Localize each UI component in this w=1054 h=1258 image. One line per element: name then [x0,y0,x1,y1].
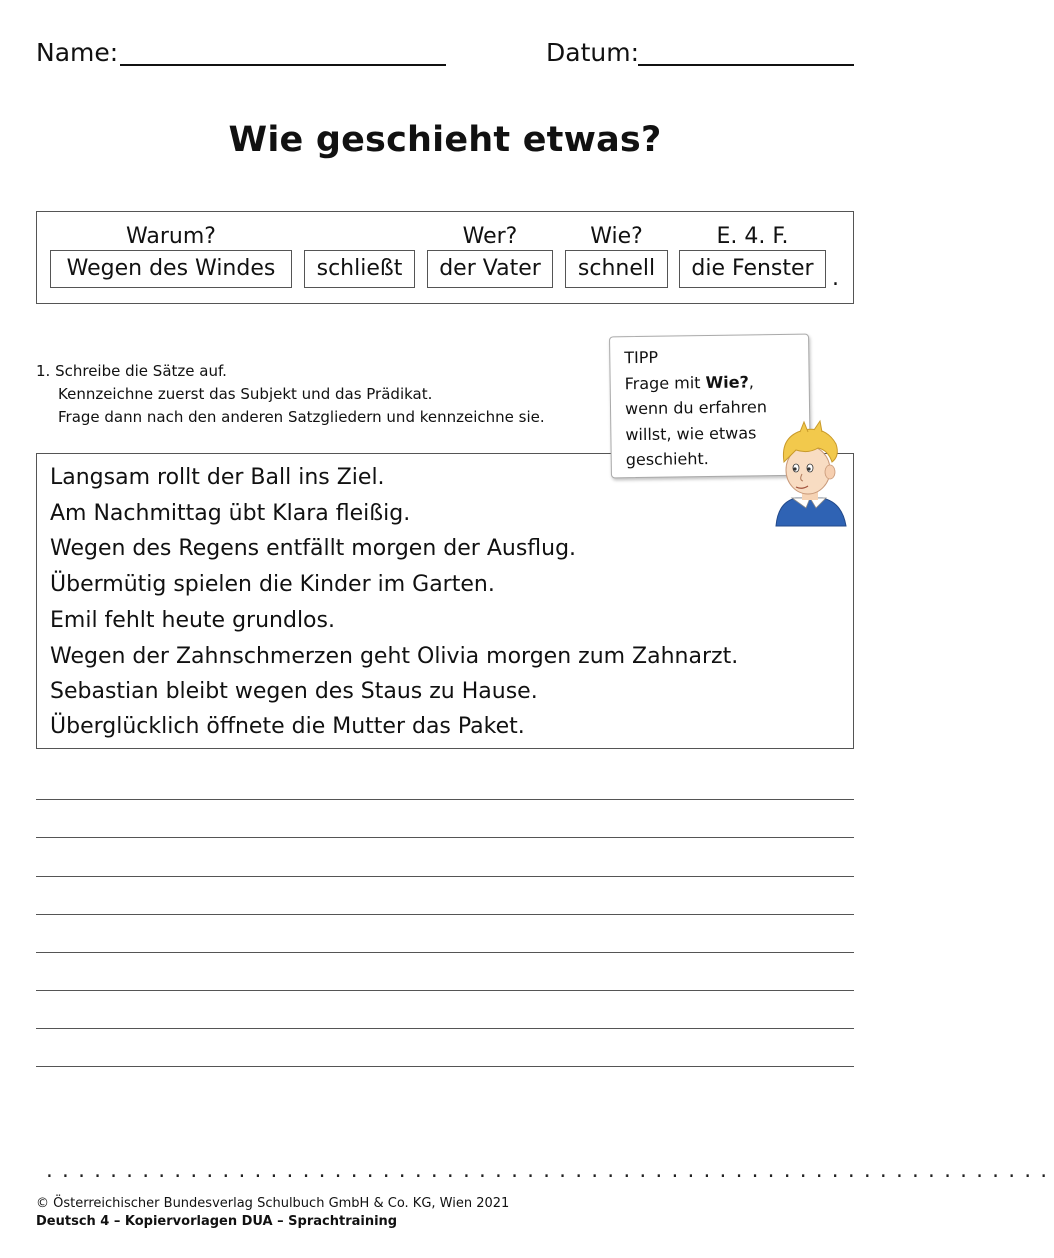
tip-line-1: Frage mit Wie?, [624,371,755,393]
writing-line[interactable] [36,914,854,915]
date-field-line[interactable] [638,64,854,66]
sentence-item: Wegen des Regens entfällt morgen der Ausflug. [50,536,577,561]
writing-line[interactable] [36,990,854,991]
sentence-item: Übermütig spielen die Kinder im Garten. [50,572,495,597]
date-label: Datum: [546,38,639,67]
tip-heading: TIPP [624,347,659,368]
name-field-line[interactable] [120,64,446,66]
boy-illustration [770,418,850,528]
series-title: Deutsch 4 – Kopiervorlagen DUA – Sprachtraining [36,1214,398,1229]
sentence-item: Sebastian bleibt wegen des Staus zu Hause. [50,679,538,704]
sentence-item: Langsam rollt der Ball ins Ziel. [50,465,385,490]
sentence-part-predicate: schließt [304,250,415,288]
sentences-box [36,453,854,749]
task-instruction-1: 1. Schreibe die Sätze auf. [36,362,227,380]
question-e4f: E. 4. F. [716,224,789,249]
writing-line[interactable] [36,837,854,838]
writing-line[interactable] [36,952,854,953]
sentence-part-manner: schnell [565,250,668,288]
question-wie: Wie? [590,224,643,249]
tip-line-3: willst, wie etwas [625,422,757,444]
sentence-part-adverbial: Wegen des Windes [50,250,292,288]
sentence-item: Am Nachmittag übt Klara fleißig. [50,501,411,526]
question-wer: Wer? [462,224,518,249]
task-instruction-3: Frage dann nach den anderen Satzgliedern und kennzeichne sie. [58,408,545,426]
question-warum: Warum? [126,224,216,249]
page-title: Wie geschieht etwas? [228,120,662,160]
copyright-notice: © Österreichischer Bundesverlag Schulbuch GmbH & Co. KG, Wien 2021 [36,1196,510,1211]
sentence-part-subject: der Vater [427,250,553,288]
sentence-part-object: die Fenster [679,250,826,288]
task-instruction-2: Kennzeichne zuerst das Subjekt und das Prädikat. [58,385,433,403]
writing-line[interactable] [36,876,854,877]
writing-line[interactable] [36,799,854,800]
sentence-end-mark: . [832,266,839,291]
tip-line-4: geschieht. [625,449,709,470]
sentence-item: Überglücklich öffnete die Mutter das Paket. [50,714,525,739]
writing-line[interactable] [36,1028,854,1029]
tip-line-2: wenn du erfahren [624,397,768,419]
name-label: Name: [36,38,119,67]
sentence-item: Wegen der Zahnschmerzen geht Olivia morgen zum Zahnarzt. [50,644,739,669]
dotted-separator: ............................................................... [44,1161,1054,1182]
sentence-item: Emil fehlt heute grundlos. [50,608,335,633]
tip-keyword: Wie? [705,371,749,392]
writing-line[interactable] [36,1066,854,1067]
